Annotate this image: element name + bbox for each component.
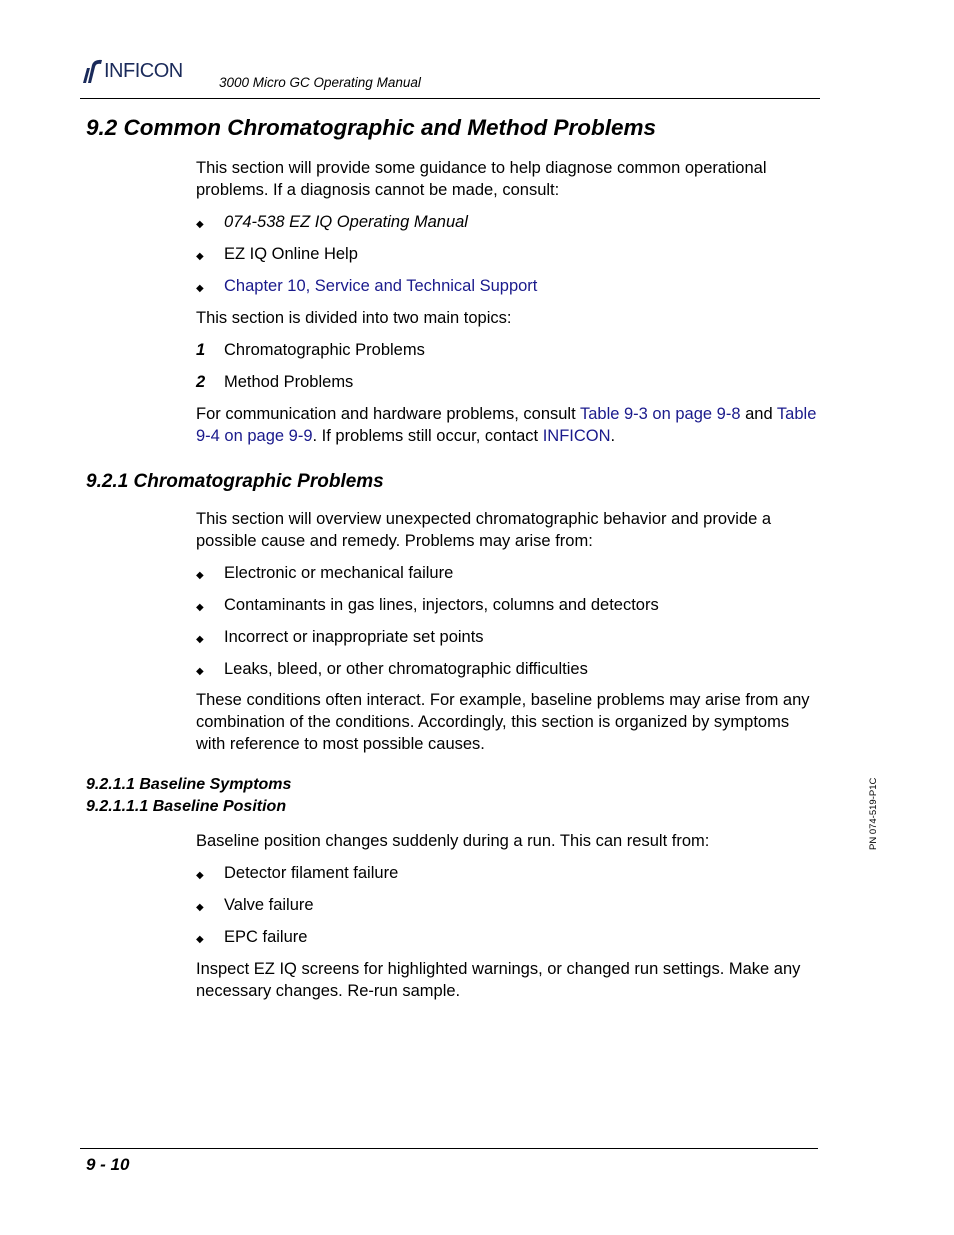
baseline-cause: EPC failure xyxy=(224,928,308,946)
baseline-cause: Detector filament failure xyxy=(224,864,399,882)
inspect-paragraph: Inspect EZ IQ screens for highlighted warnings, or changed run settings. Make any necessary changes. Re-run sample. xyxy=(196,960,801,1000)
list-item xyxy=(196,562,453,587)
part-number-side-note: PN 074-519-P1C xyxy=(868,777,879,850)
comm-text: and xyxy=(740,405,777,423)
list-item xyxy=(196,658,588,683)
manual-title: 3000 Micro GC Operating Manual xyxy=(219,75,421,90)
diamond-bullet-icon: ◆ xyxy=(196,570,204,581)
baseline-symptoms-title: 9.2.1.1 Baseline Symptoms xyxy=(86,776,292,793)
list-item xyxy=(196,594,659,619)
inficon-logo xyxy=(82,58,183,84)
footer-rule xyxy=(80,1148,818,1149)
baseline-position-title: 9.2.1.1.1 Baseline Position xyxy=(86,798,287,815)
list-item xyxy=(196,211,468,236)
page-number: 9 - 10 xyxy=(86,1155,130,1174)
list-item xyxy=(196,275,537,300)
diamond-bullet-icon: ◆ xyxy=(196,934,204,945)
list-item xyxy=(196,862,398,887)
divided-text: This section is divided into two main topics: xyxy=(196,309,512,327)
section-title: 9.2 Common Chromatographic and Method Problems xyxy=(86,115,657,140)
cause-item: Leaks, bleed, or other chromatographic difficulties xyxy=(224,660,588,678)
list-item xyxy=(196,626,484,651)
diamond-bullet-icon: ◆ xyxy=(196,219,204,230)
logo-text: INFICON xyxy=(104,59,183,82)
table-9-3-link[interactable]: Table 9-3 on page 9-8 xyxy=(579,405,741,423)
diamond-bullet-icon: ◆ xyxy=(196,870,204,881)
topic-label: Chromatographic Problems xyxy=(224,341,425,359)
diamond-bullet-icon: ◆ xyxy=(196,666,204,677)
baseline-intro: Baseline position changes suddenly during a run. This can result from: xyxy=(196,832,710,850)
baseline-cause: Valve failure xyxy=(224,896,314,914)
comm-text: . xyxy=(610,427,616,445)
inficon-logo-icon xyxy=(82,59,104,83)
conditions-paragraph: These conditions often interact. For example, baseline problems may arise from any combination of the conditions. Accordingly, this section is organized by symptoms with reference to most possible causes. xyxy=(196,691,810,753)
header-rule xyxy=(80,98,820,99)
list-item xyxy=(196,926,307,951)
comm-text: . If problems still occur, contact xyxy=(312,427,543,445)
subsection-intro: This section will overview unexpected chromatographic behavior and provide a possible cause and remedy. Problems may arise from: xyxy=(196,510,772,550)
chapter-10-link[interactable]: Chapter 10, Service and Technical Support xyxy=(224,277,538,295)
diamond-bullet-icon: ◆ xyxy=(196,283,204,294)
subsection-title: 9.2.1 Chromatographic Problems xyxy=(86,471,384,492)
topic-item xyxy=(196,339,425,361)
comm-text: For communication and hardware problems, consult xyxy=(196,405,580,423)
topic-label: Method Problems xyxy=(224,373,354,391)
consult-item-manual: 074-538 EZ IQ Operating Manual xyxy=(224,213,468,231)
consult-item-help: EZ IQ Online Help xyxy=(224,245,358,263)
list-item xyxy=(196,894,314,919)
diamond-bullet-icon: ◆ xyxy=(196,251,204,262)
diamond-bullet-icon: ◆ xyxy=(196,634,204,645)
topic-item xyxy=(196,371,353,393)
inficon-link[interactable]: INFICON xyxy=(542,427,611,445)
list-item xyxy=(196,243,358,268)
diamond-bullet-icon: ◆ xyxy=(196,902,204,913)
communication-paragraph xyxy=(196,403,821,447)
diamond-bullet-icon: ◆ xyxy=(196,602,204,613)
topic-number: 2 xyxy=(196,373,206,391)
table-9-4-link[interactable]: Table 9-4 on page 9-9 xyxy=(196,405,817,445)
cause-item: Incorrect or inappropriate set points xyxy=(224,628,484,646)
section-intro: This section will provide some guidance to help diagnose common operational problems. If a diagnosis cannot be made, consult: xyxy=(196,159,767,199)
cause-item: Electronic or mechanical failure xyxy=(224,564,454,582)
cause-item: Contaminants in gas lines, injectors, columns and detectors xyxy=(224,596,659,614)
topic-number: 1 xyxy=(196,341,206,359)
